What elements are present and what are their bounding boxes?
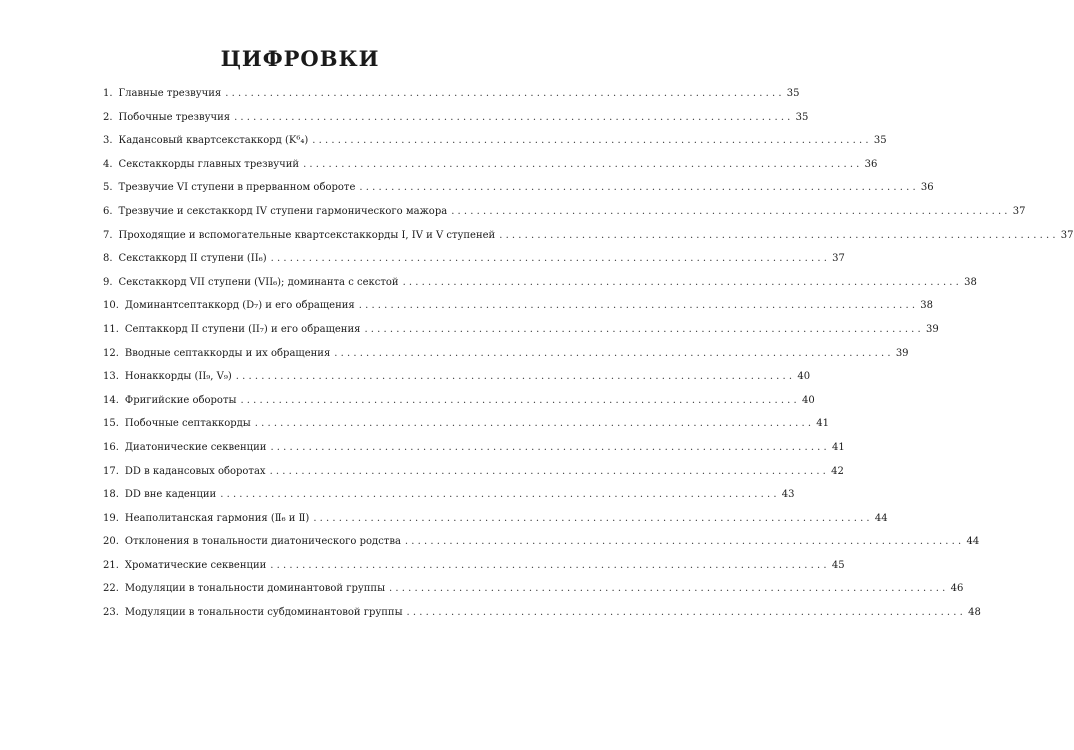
- entry-page-number: 37: [1060, 229, 1074, 241]
- entry-number: 4.: [103, 158, 113, 170]
- toc-entry: [103, 347, 909, 372]
- dot-leader: [312, 135, 868, 146]
- entry-page-number: 41: [816, 418, 830, 430]
- table-of-contents: [103, 88, 1074, 631]
- entry-title: Побочные трезвучия: [118, 111, 231, 123]
- entry-title: Нонаккорды (II₉, V₉): [124, 371, 232, 383]
- dot-leader: [389, 583, 945, 594]
- entry-page-number: 37: [1012, 205, 1026, 217]
- entry-page-number: 39: [895, 347, 909, 359]
- entry-number: 3.: [103, 135, 113, 147]
- entry-page-number: 39: [925, 323, 939, 335]
- dot-leader: [270, 560, 826, 571]
- entry-title: Модуляции в тональности субдоминантовой группы: [124, 607, 403, 619]
- dot-leader: [271, 253, 827, 264]
- entry-title: Хроматические секвенции: [124, 559, 267, 571]
- dot-leader: [220, 489, 776, 500]
- entry-page-number: 46: [950, 583, 964, 595]
- entry-title: Секстаккорд II ступени (II₆): [118, 253, 267, 265]
- entry-page-number: 37: [832, 253, 845, 265]
- toc-entry: [103, 607, 981, 631]
- entry-title: Доминантсептаккорд (D₇) и его обращения: [124, 300, 355, 312]
- dot-leader: [240, 395, 796, 406]
- toc-entry: [103, 559, 845, 584]
- dot-leader: [255, 418, 811, 429]
- toc-entry: [103, 253, 845, 277]
- entry-number: 2.: [103, 111, 113, 123]
- entry-title: Модуляции в тональности доминантовой группы: [124, 583, 386, 595]
- entry-title: Главные трезвучия: [118, 88, 222, 99]
- entry-title: Побочные септаккорды: [124, 418, 251, 430]
- toc-entry: [103, 371, 811, 395]
- toc-entry: [103, 465, 844, 490]
- toc-entry: [103, 229, 1074, 254]
- dot-leader: [270, 466, 826, 477]
- entry-page-number: 41: [831, 441, 845, 453]
- entry-number: 5.: [103, 182, 113, 194]
- dot-leader: [364, 324, 920, 335]
- entry-page-number: 44: [874, 512, 888, 524]
- entry-number: 16.: [103, 441, 119, 453]
- dot-leader: [236, 371, 792, 382]
- entry-number: 23.: [103, 607, 119, 619]
- entry-number: 1.: [103, 88, 113, 99]
- entry-page-number: 40: [801, 394, 815, 406]
- entry-title: Трезвучие VI ступени в прерванном обороте: [118, 182, 356, 194]
- entry-page-number: 36: [864, 158, 878, 170]
- entry-title: Секстаккорды главных трезвучий: [118, 158, 300, 170]
- entry-number: 22.: [103, 583, 119, 595]
- dot-leader: [499, 230, 1055, 241]
- entry-number: 20.: [103, 536, 119, 548]
- entry-page-number: 44: [966, 536, 980, 548]
- entry-page-number: 36: [920, 182, 934, 194]
- entry-number: 13.: [103, 371, 119, 383]
- toc-entry: [103, 111, 809, 136]
- entry-page-number: 35: [873, 135, 887, 147]
- entry-number: 7.: [103, 229, 113, 241]
- toc-entry: [103, 300, 934, 324]
- dot-leader: [407, 607, 963, 618]
- entry-title: Секстаккорд VII ступени (VII₆); доминанта с секстой: [118, 276, 399, 288]
- entry-number: 8.: [103, 253, 113, 265]
- entry-number: 17.: [103, 465, 119, 477]
- entry-title: Вводные септаккорды и их обращения: [124, 347, 331, 359]
- toc-entry: [103, 88, 800, 112]
- dot-leader: [359, 300, 915, 311]
- entry-number: 14.: [103, 394, 119, 406]
- dot-leader: [270, 442, 826, 453]
- toc-entry: [103, 536, 980, 560]
- toc-entry: [103, 182, 934, 206]
- page-title: ЦИФРОВКИ: [220, 46, 380, 71]
- toc-entry: [103, 135, 887, 159]
- dot-leader: [225, 88, 781, 99]
- toc-entry: [103, 205, 1026, 230]
- entry-page-number: 45: [831, 559, 845, 571]
- toc-entry: [103, 583, 964, 607]
- toc-entry: [103, 489, 795, 513]
- toc-entry: [103, 158, 878, 183]
- entry-title: Диатонические секвенции: [124, 441, 267, 453]
- entry-number: 6.: [103, 205, 113, 217]
- entry-number: 18.: [103, 489, 119, 501]
- entry-title: Фригийские обороты: [124, 394, 237, 406]
- entry-number: 9.: [103, 276, 113, 288]
- dot-leader: [234, 112, 790, 123]
- dot-leader: [313, 513, 869, 524]
- entry-page-number: 43: [781, 489, 795, 501]
- entry-title: Проходящие и вспомогательные квартсекстаккорды I, IV и V ступеней: [118, 229, 496, 241]
- entry-page-number: 42: [831, 465, 844, 477]
- entry-page-number: 38: [964, 276, 977, 288]
- dot-leader: [359, 182, 915, 193]
- entry-title: Трезвучие и секстаккорд IV ступени гармонического мажора: [118, 205, 448, 217]
- dot-leader: [334, 348, 890, 359]
- entry-title: Кадансовый квартсекстаккорд (K⁶₄): [118, 135, 309, 147]
- entry-title: DD в кадансовых оборотах: [124, 465, 266, 477]
- dot-leader: [451, 206, 1007, 217]
- entry-number: 11.: [103, 323, 119, 335]
- toc-entry: [103, 276, 977, 301]
- dot-leader: [405, 536, 961, 547]
- dot-leader: [403, 277, 959, 288]
- dot-leader: [303, 159, 859, 170]
- toc-entry: [103, 394, 815, 419]
- entry-title: Отклонения в тональности диатонического родства: [124, 536, 401, 548]
- toc-entry: [103, 323, 939, 348]
- entry-number: 19.: [103, 512, 119, 524]
- entry-number: 15.: [103, 418, 119, 430]
- entry-page-number: 40: [797, 371, 811, 383]
- entry-number: 12.: [103, 347, 119, 359]
- entry-number: 10.: [103, 300, 119, 312]
- entry-page-number: 48: [968, 607, 981, 619]
- entry-page-number: 35: [795, 111, 809, 123]
- entry-number: 21.: [103, 559, 119, 571]
- entry-page-number: 38: [920, 300, 934, 312]
- entry-title: Неаполитанская гармония (Ⅱ₆ и Ⅱ): [124, 512, 310, 524]
- entry-title: Септаккорд II ступени (II₇) и его обращения: [124, 323, 361, 335]
- entry-title: DD вне каденции: [124, 489, 217, 501]
- entry-page-number: 35: [786, 88, 800, 99]
- toc-entry: [103, 512, 888, 537]
- toc-entry: [103, 441, 845, 466]
- toc-entry: [103, 418, 830, 442]
